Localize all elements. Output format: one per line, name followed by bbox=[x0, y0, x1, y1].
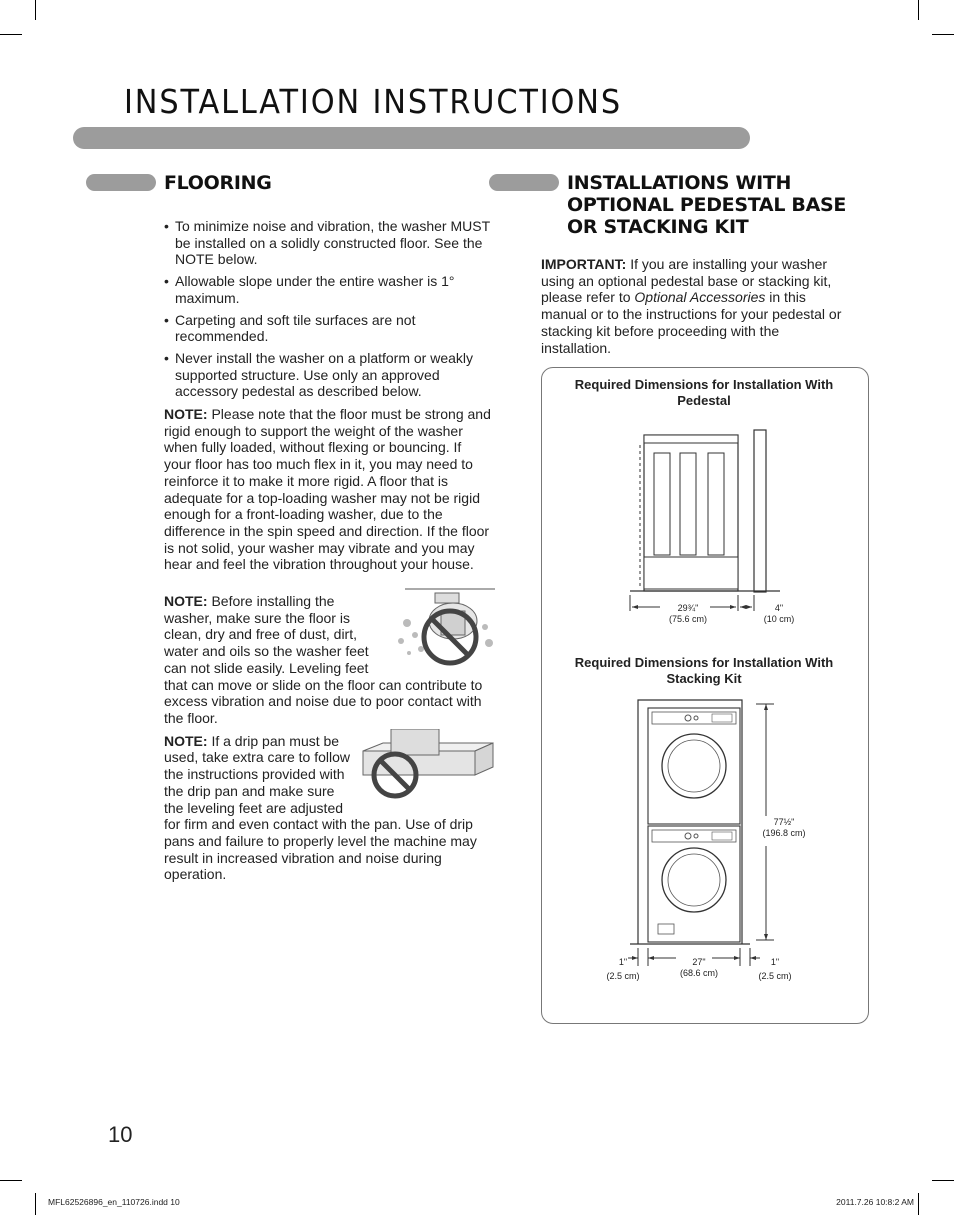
page-number: 10 bbox=[108, 1122, 133, 1147]
flooring-column bbox=[164, 218, 491, 883]
section-pill bbox=[489, 174, 559, 191]
note-label: NOTE: bbox=[164, 732, 208, 749]
drip-pan-illustration bbox=[357, 729, 497, 801]
crop-mark bbox=[918, 1193, 919, 1215]
d1-gap-cm: (10 cm) bbox=[763, 614, 795, 624]
list-item: • Allowable slope under the entire washer is 1° maximum. bbox=[164, 273, 491, 306]
d2-right-in: 1" bbox=[770, 957, 780, 967]
d1-gap-label bbox=[752, 603, 806, 625]
diagram2-caption: Required Dimensions for Installation With Stacking Kit bbox=[574, 655, 834, 686]
crop-mark bbox=[932, 34, 954, 35]
d2-width-in: 27" bbox=[692, 957, 706, 967]
d2-left-label bbox=[598, 957, 648, 982]
d2-width-label bbox=[670, 957, 728, 979]
note-text: If a drip pan must be used, take extra care to follow the instructions provided with the drip pan and make sure the leveling feet are adjusted for firm and even contact with the pan. Use of drip pans and failure to properly level the machine may result in increased vibration and noise during operation. bbox=[164, 732, 477, 883]
important-text-1: If you are installing your washer using an optional pedestal base or stacking kit, please refer to bbox=[541, 256, 832, 306]
d2-height-label bbox=[756, 817, 812, 839]
d2-height-cm: (196.8 cm) bbox=[762, 828, 806, 838]
important-label: IMPORTANT: bbox=[541, 256, 627, 272]
page-title: INSTALLATION INSTRUCTIONS bbox=[124, 82, 622, 121]
note-label: NOTE: bbox=[164, 406, 208, 423]
important-italic: Optional Accessories bbox=[634, 289, 766, 306]
d1-width-in: 29¾" bbox=[677, 603, 699, 613]
footer-left: MFL62526896_en_110726.indd 10 bbox=[48, 1197, 180, 1207]
d2-left-cm: (2.5 cm) bbox=[606, 971, 640, 981]
title-bar bbox=[73, 127, 750, 149]
crop-mark bbox=[35, 1193, 36, 1215]
note-text: Please note that the floor must be strong and rigid enough to support the weight of the washer when fully loaded, without flexing or bouncing. If your floor has too much flex in it, you may need to reinforce it to make it more rigid. A floor that is adequate for a top-loading washer may not be rigid enough for a front-loading washer, due to the difference in the spin speed and direction. If the floor is not solid, your washer may vibrate and you may hear and feel the vibration throughout your house. bbox=[164, 406, 491, 573]
note-paragraph bbox=[164, 593, 491, 727]
section-pill bbox=[86, 174, 156, 191]
important-text-2: in this manual or to the instructions for your pedestal or stacking kit before proceeding with the installation. bbox=[541, 289, 842, 356]
list-item: • Carpeting and soft tile surfaces are not recommended. bbox=[164, 312, 491, 345]
pedestal-heading: INSTALLATIONS WITH OPTIONAL PEDESTAL BASE OR STACKING KIT bbox=[567, 172, 847, 238]
crop-mark bbox=[35, 0, 36, 20]
d2-right-cm: (2.5 cm) bbox=[758, 971, 792, 981]
crop-mark bbox=[0, 34, 22, 35]
d2-width-cm: (68.6 cm) bbox=[679, 968, 718, 978]
crop-mark bbox=[0, 1180, 22, 1181]
note-label: NOTE: bbox=[164, 593, 208, 610]
d1-width-label bbox=[648, 603, 728, 625]
slippery-floor-illustration bbox=[385, 587, 495, 667]
note-paragraph bbox=[164, 733, 491, 883]
diagram1-caption: Required Dimensions for Installation With Pedestal bbox=[574, 377, 834, 408]
flooring-bullets bbox=[164, 218, 491, 400]
d2-height-in: 77½" bbox=[773, 817, 795, 827]
list-item: • To minimize noise and vibration, the washer MUST be installed on a solidly constructed floor. See the NOTE below. bbox=[164, 218, 491, 268]
important-paragraph bbox=[541, 256, 851, 356]
note-paragraph bbox=[164, 406, 491, 573]
flooring-heading: FLOORING bbox=[164, 172, 272, 194]
d1-width-cm: (75.6 cm) bbox=[668, 614, 707, 624]
d2-left-in: 1" bbox=[618, 957, 628, 967]
crop-mark bbox=[932, 1180, 954, 1181]
d1-gap-in: 4" bbox=[774, 603, 784, 613]
d2-right-label bbox=[750, 957, 800, 982]
crop-mark bbox=[918, 0, 919, 20]
list-item: • Never install the washer on a platform or weakly supported structure. Use only an approved accessory pedestal as described below. bbox=[164, 350, 491, 400]
important-text bbox=[541, 256, 851, 356]
footer-right: 2011.7.26 10:8:2 AM bbox=[836, 1197, 914, 1207]
note-text: Before installing the washer, make sure the floor is clean, dry and free of dust, dirt, water and oils so the washer feet can not slide easily. Leveling feet that can move or slide on the floor can contribute to excess vibration and noise due to poor contact with the floor. bbox=[164, 593, 483, 726]
